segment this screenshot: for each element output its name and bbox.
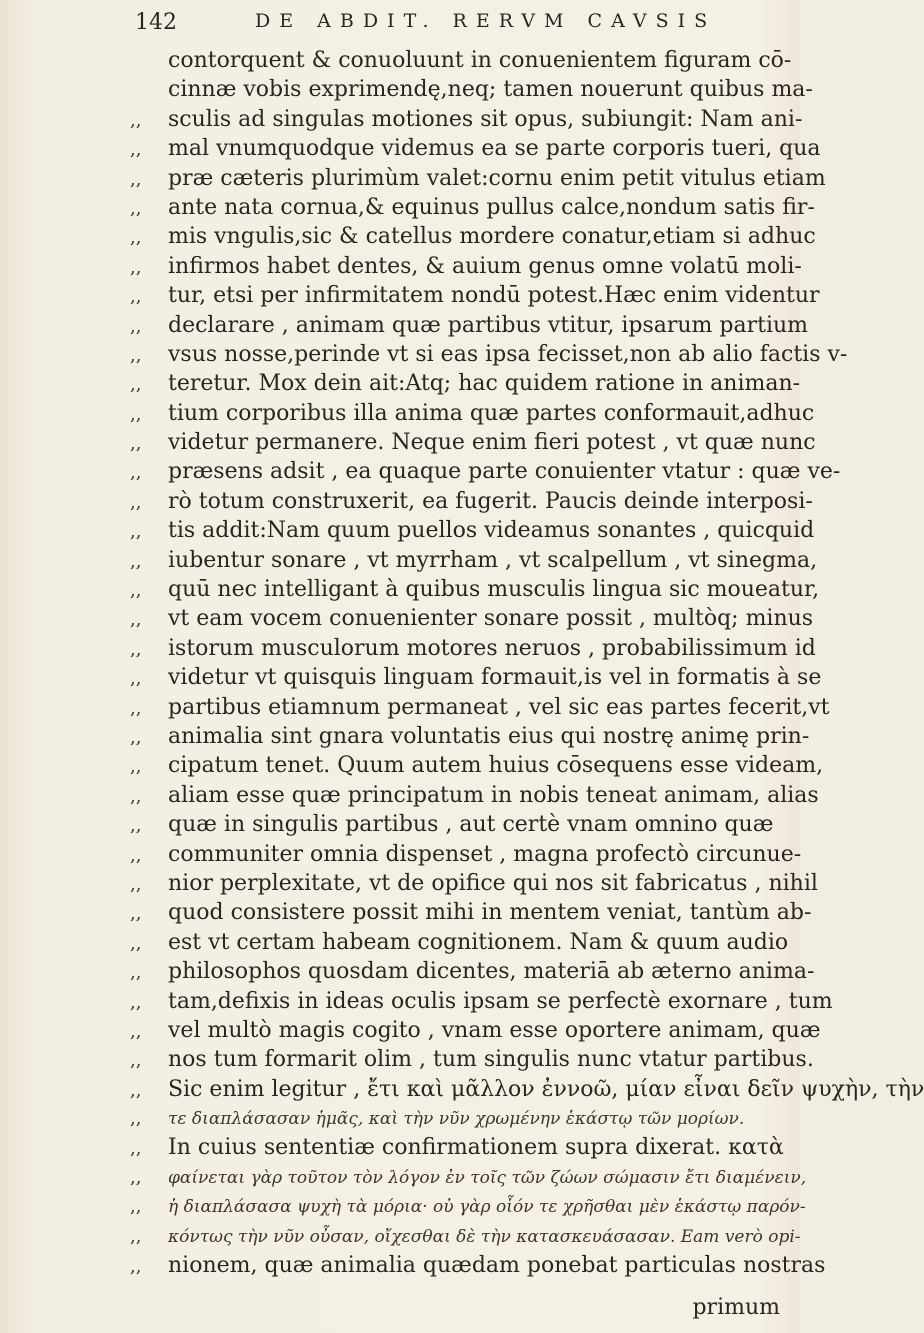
quote-mark: ,, bbox=[130, 521, 142, 543]
quote-mark: ,, bbox=[130, 844, 142, 866]
text-line bbox=[130, 75, 813, 104]
quote-mark: ,, bbox=[130, 315, 142, 337]
text-line bbox=[130, 369, 801, 398]
text-line bbox=[130, 311, 809, 340]
quote-mark: ,, bbox=[130, 550, 142, 572]
quote-mark: ,, bbox=[130, 433, 142, 455]
text-line bbox=[130, 1163, 807, 1192]
line-text: Sic enim legitur , ἔτι καὶ μᾶλλον ἐννοῶ, μίαν εἶναι δεῖν ψυχὴν, τὴν bbox=[168, 1076, 924, 1102]
line-text: In cuius sententiæ confirmationem supra dixerat. κατὰ bbox=[168, 1135, 784, 1161]
text-line bbox=[130, 928, 789, 957]
text-line bbox=[130, 869, 818, 898]
line-text: teretur. Mox dein ait:Atq; hac quidem ratione in animan- bbox=[168, 371, 801, 397]
quote-mark: ,, bbox=[130, 403, 142, 425]
text-line bbox=[130, 840, 802, 869]
text-line bbox=[130, 516, 815, 545]
line-text: tur, etsi per infirmitatem nondū potest.Hæc enim videntur bbox=[168, 283, 820, 309]
line-text: tium corporibus illa anima quæ partes conformauit,adhuc bbox=[168, 400, 815, 426]
text-line bbox=[130, 810, 785, 839]
text-line bbox=[130, 46, 792, 75]
text-line bbox=[130, 1192, 806, 1221]
line-text: quæ in singulis partibus , aut certè vnam omnino quæ bbox=[168, 812, 774, 838]
line-text: philosophos quosdam dicentes, materiā ab æterno anima- bbox=[168, 959, 815, 985]
line-text: præsens adsit , ea quaque parte conuienter vtatur : quæ ve- bbox=[168, 459, 841, 485]
quote-mark: ,, bbox=[130, 1225, 142, 1247]
quote-mark: ,, bbox=[130, 726, 142, 748]
line-text: φαίνεται γὰρ τοῦτον τὸν λόγον ἐν τοῖς τῶν ζώων σώμασιν ἔτι διαμένειν, bbox=[168, 1167, 807, 1188]
text-line bbox=[130, 781, 819, 810]
text-line bbox=[130, 546, 818, 575]
quote-mark: ,, bbox=[130, 668, 142, 690]
text-line bbox=[130, 663, 822, 692]
line-text: vel multò magis cogito , vnam esse oportere animam, quæ bbox=[168, 1017, 821, 1043]
line-text: nior perplexitate, vt de opifice qui nos sit fabricatus , nihil bbox=[168, 870, 818, 896]
text-line bbox=[130, 193, 815, 222]
body-text bbox=[130, 46, 924, 1280]
text-line bbox=[130, 1045, 814, 1074]
quote-mark: ,, bbox=[130, 932, 142, 954]
catchword: primum bbox=[692, 1295, 780, 1320]
text-line bbox=[130, 281, 820, 310]
text-line bbox=[130, 252, 802, 281]
quote-mark: ,, bbox=[130, 609, 142, 631]
text-line bbox=[130, 987, 833, 1016]
quote-mark: ,, bbox=[130, 1020, 142, 1042]
line-text: istorum musculorum motores neruos , probabilissimum id bbox=[168, 635, 816, 661]
text-line bbox=[130, 1133, 785, 1162]
page-number: 142 bbox=[135, 10, 177, 35]
text-line bbox=[130, 634, 816, 663]
quote-mark: ,, bbox=[130, 344, 142, 366]
line-text: præ cæteris plurimùm valet:cornu enim petit vitulus etiam bbox=[168, 165, 826, 191]
line-text: ante nata cornua,& equinus pullus calce,nondum satis fir- bbox=[168, 194, 815, 220]
line-text: communiter omnia dispenset , magna profectò circunue- bbox=[168, 841, 802, 867]
line-text: infirmos habet dentes, & auium genus omne volatū moli- bbox=[168, 253, 802, 279]
line-text: videtur permanere. Neque enim fieri potest , vt quæ nunc bbox=[168, 430, 816, 456]
line-text: iubentur sonare , vt myrrham , vt scalpellum , vt sinegma, bbox=[168, 547, 818, 573]
line-text: nionem, quæ animalia quædam ponebat particulas nostras bbox=[168, 1253, 826, 1279]
quote-mark: ,, bbox=[130, 227, 142, 249]
text-line bbox=[130, 105, 803, 134]
text-line bbox=[130, 1016, 821, 1045]
text-line bbox=[130, 134, 821, 163]
text-line bbox=[130, 1075, 924, 1104]
line-text: quod consistere possit mihi in mentem veniat, tantùm ab- bbox=[168, 900, 812, 926]
line-text: vt eam vocem conuenienter sonare possit , multòq; minus bbox=[168, 606, 814, 632]
quote-mark: ,, bbox=[130, 139, 142, 161]
quote-mark: ,, bbox=[130, 197, 142, 219]
line-text: quū nec intelligant à quibus musculis lingua sic moueatur, bbox=[168, 577, 820, 603]
line-text: sculis ad singulas motiones sit opus, subiungit: Nam ani- bbox=[168, 106, 803, 132]
quote-mark: ,, bbox=[130, 1108, 142, 1130]
line-text: ἡ διαπλάσασα ψυχὴ τὰ μόρια· οὐ γὰρ οἷόν τε χρῆσθαι μὲν ἑκάστῳ παρόν- bbox=[168, 1197, 806, 1218]
text-line bbox=[130, 693, 830, 722]
line-text: declarare , animam quæ partibus vtitur, ipsarum partium bbox=[168, 312, 809, 338]
quote-mark: ,, bbox=[130, 697, 142, 719]
text-line bbox=[130, 604, 814, 633]
line-text: est vt certam habeam cognitionem. Nam & quum audio bbox=[168, 929, 789, 955]
line-text: animalia sint gnara voluntatis eius qui nostrę animę prin- bbox=[168, 723, 810, 749]
line-text: videtur vt quisquis linguam formauit,is vel in formatis à se bbox=[168, 665, 822, 691]
line-text: mis vngulis,sic & catellus mordere conatur,etiam si adhuc bbox=[168, 224, 816, 250]
text-line bbox=[130, 898, 812, 927]
line-text: partibus etiamnum permaneat , vel sic eas partes fecerit,vt bbox=[168, 694, 830, 720]
quote-mark: ,, bbox=[130, 1138, 142, 1160]
quote-mark: ,, bbox=[130, 1050, 142, 1072]
quote-mark: ,, bbox=[130, 168, 142, 190]
line-text: tam,defixis in ideas oculis ipsam se perfectè exornare , tum bbox=[168, 988, 833, 1014]
quote-mark: ,, bbox=[130, 462, 142, 484]
line-text: nos tum formarit olim , tum singulis nunc vtatur partibus. bbox=[168, 1047, 814, 1073]
quote-mark: ,, bbox=[130, 1196, 142, 1218]
line-text: cinnæ vobis exprimendę,neq; tamen nouerunt quibus ma- bbox=[168, 77, 813, 103]
text-line bbox=[130, 575, 820, 604]
line-text: cipatum tenet. Quum autem huius cōsequens esse videam, bbox=[168, 753, 824, 779]
quote-mark: ,, bbox=[130, 903, 142, 925]
line-text: mal vnumquodque videmus ea se parte corporis tueri, qua bbox=[168, 136, 821, 162]
text-line bbox=[130, 1104, 785, 1133]
text-line bbox=[130, 1251, 826, 1280]
text-line bbox=[130, 722, 810, 751]
text-line bbox=[130, 428, 816, 457]
quote-mark: ,, bbox=[130, 785, 142, 807]
text-line bbox=[130, 457, 841, 486]
line-text: tis addit:Nam quum puellos videamus sonantes , quicquid bbox=[168, 518, 815, 544]
text-line bbox=[130, 1222, 801, 1251]
quote-mark: ,, bbox=[130, 962, 142, 984]
quote-mark: ,, bbox=[130, 1079, 142, 1101]
line-text: vsus nosse,perinde vt si eas ipsa fecisset,non ab alio factis v- bbox=[168, 341, 848, 367]
line-text: rò totum construxerit, ea fugerit. Paucis deinde interposi- bbox=[168, 488, 813, 514]
running-title: DE ABDIT. RERVM CAVSIS bbox=[255, 10, 717, 32]
quote-mark: ,, bbox=[130, 756, 142, 778]
line-text: aliam esse quæ principatum in nobis teneat animam, alias bbox=[168, 782, 819, 808]
line-text: contorquent & conuoluunt in conuenientem figuram cō- bbox=[168, 48, 792, 73]
text-line bbox=[130, 222, 816, 251]
quote-mark: ,, bbox=[130, 374, 142, 396]
quote-mark: ,, bbox=[130, 991, 142, 1013]
quote-mark: ,, bbox=[130, 1166, 142, 1188]
quote-mark: ,, bbox=[130, 580, 142, 602]
line-text: τε διαπλάσασαν ἡμᾶς, καὶ τὴν νῦν χρωμένην ἑκάστῳ τῶν μορίων. bbox=[168, 1109, 745, 1130]
quote-mark: ,, bbox=[130, 109, 142, 131]
line-text: κόντως τὴν νῦν οὖσαν, οἴχεσθαι δὲ τὴν κατασκευάσασαν. Eam verò opi- bbox=[168, 1226, 801, 1247]
text-line bbox=[130, 399, 815, 428]
text-line bbox=[130, 164, 826, 193]
text-line bbox=[130, 957, 815, 986]
quote-mark: ,, bbox=[130, 256, 142, 278]
quote-mark: ,, bbox=[130, 638, 142, 660]
text-line bbox=[130, 487, 813, 516]
page-header bbox=[135, 10, 775, 42]
quote-mark: ,, bbox=[130, 815, 142, 837]
text-line bbox=[130, 340, 848, 369]
quote-mark: ,, bbox=[130, 1256, 142, 1278]
quote-mark: ,, bbox=[130, 286, 142, 308]
text-line bbox=[130, 751, 824, 780]
quote-mark: ,, bbox=[130, 873, 142, 895]
quote-mark: ,, bbox=[130, 491, 142, 513]
